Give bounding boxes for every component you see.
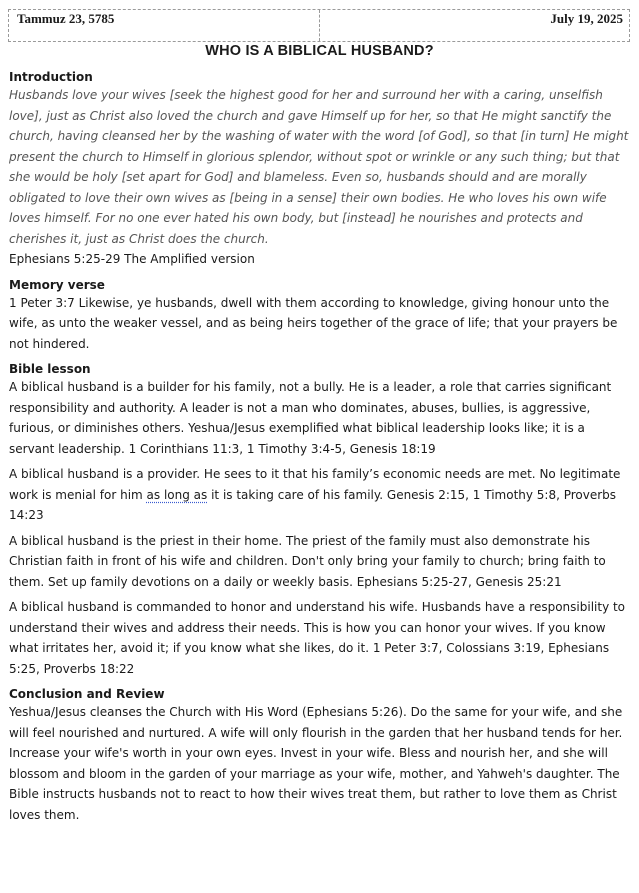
bible-lesson-section (9, 362, 633, 679)
gregorian-date: July 19, 2025 (550, 11, 623, 26)
introduction-section (9, 70, 633, 270)
introduction-quote: Husbands love your wives [seek the highest good for her and surround her with a caring, unselfish love], just as Christ also loved the church and gave Himself up for her, so that He might sanctify the church, having cleansed her by the washing of water with the word [of God], so that [in turn] He might present the church to Himself in glorious splendor, without spot or wrinkle or any such thing; but that she would be holy [set apart for God] and blameless. Even so, husbands should and are morally obligated to love their own wives as [being in a sense] their own bodies. He who loves his own wife loves himself. For no one ever hated his own body, but [instead] he nourishes and protects and cherishes it, just as Christ does the church. (9, 88, 629, 246)
grammar-flag[interactable]: as long as (146, 487, 208, 502)
conclusion-heading: Conclusion and Review (9, 687, 165, 701)
lesson-provider-text-end: it is taking care of his family. Genesis 2:15, 1 Timothy 5:8, Proverbs 14:23 (9, 487, 617, 522)
memory-verse-section (9, 278, 633, 355)
lesson-paragraph-builder: A biblical husband is a builder for his family, not a bully. He is a leader, a role that carries significant responsibility and authority. A leader is not a man who dominates, abuses, bullies, is aggressive, furious, or diminishes others. Yeshua/Jesus exemplified what biblical leadership looks like; it is a servant leadership. 1 Corinthians 11:3, 1 Timothy 3:4-5, Genesis 18:19 (9, 380, 612, 456)
lesson-paragraph-provider (9, 464, 633, 526)
bible-lesson-heading: Bible lesson (9, 362, 91, 376)
lesson-paragraph-honor: A biblical husband is commanded to honor and understand his wife. Husbands have a responsibility to understand their wives and address their needs. This is how you can honor your wives. If you know what irritates her, avoid it; if you know what she likes, do it. 1 Peter 3:7, Colossians 3:19, Ephesians 5:25, Proverbs 18:22 (9, 600, 626, 676)
lesson-paragraph-priest: A biblical husband is the priest in their home. The priest of the family must also demonstrate his Christian faith in front of his wife and children. Don't only bring your family to church; bring faith to them. Set up family devotions on a daily or weekly basis. Ephesians 5:25-27, Genesis 25:21 (9, 533, 606, 589)
introduction-heading: Introduction (9, 70, 93, 84)
memory-verse-text: 1 Peter 3:7 Likewise, ye husbands, dwell with them according to knowledge, giving honour unto the wife, as unto the weaker vessel, and as being heirs together of the grace of life; that your prayers be not hindered. (9, 295, 618, 351)
document-body (9, 70, 633, 825)
memory-verse-heading: Memory verse (9, 277, 105, 292)
introduction-reference: Ephesians 5:25-29 The Amplified version (9, 252, 255, 266)
conclusion-text: Yeshua/Jesus cleanses the Church with His Word (Ephesians 5:26). Do the same for your wife, and she will feel nourished and nurtured. A wife will only flourish in the garden that her husband tends for her. Increase your wife's worth in your own eyes. Invest in your wife. Bless and nourish her, and she will blossom and bloom in the garden of your marriage as your wife, mother, and Yahweh's daughter. The Bible instructs husbands not to react to how their wives treat them, but rather to love them as Christ loves them. (9, 705, 623, 822)
hebrew-date: Tammuz 23, 5785 (9, 10, 320, 41)
lesson-provider-text-start: A biblical husband is a provider. He sees to it that his family’s economic needs are met. No legitimate work is menial for him (9, 467, 621, 502)
conclusion-section (9, 687, 633, 825)
date-header-table (8, 9, 630, 42)
page-title: WHO IS A BIBLICAL HUSBAND? (205, 43, 434, 59)
